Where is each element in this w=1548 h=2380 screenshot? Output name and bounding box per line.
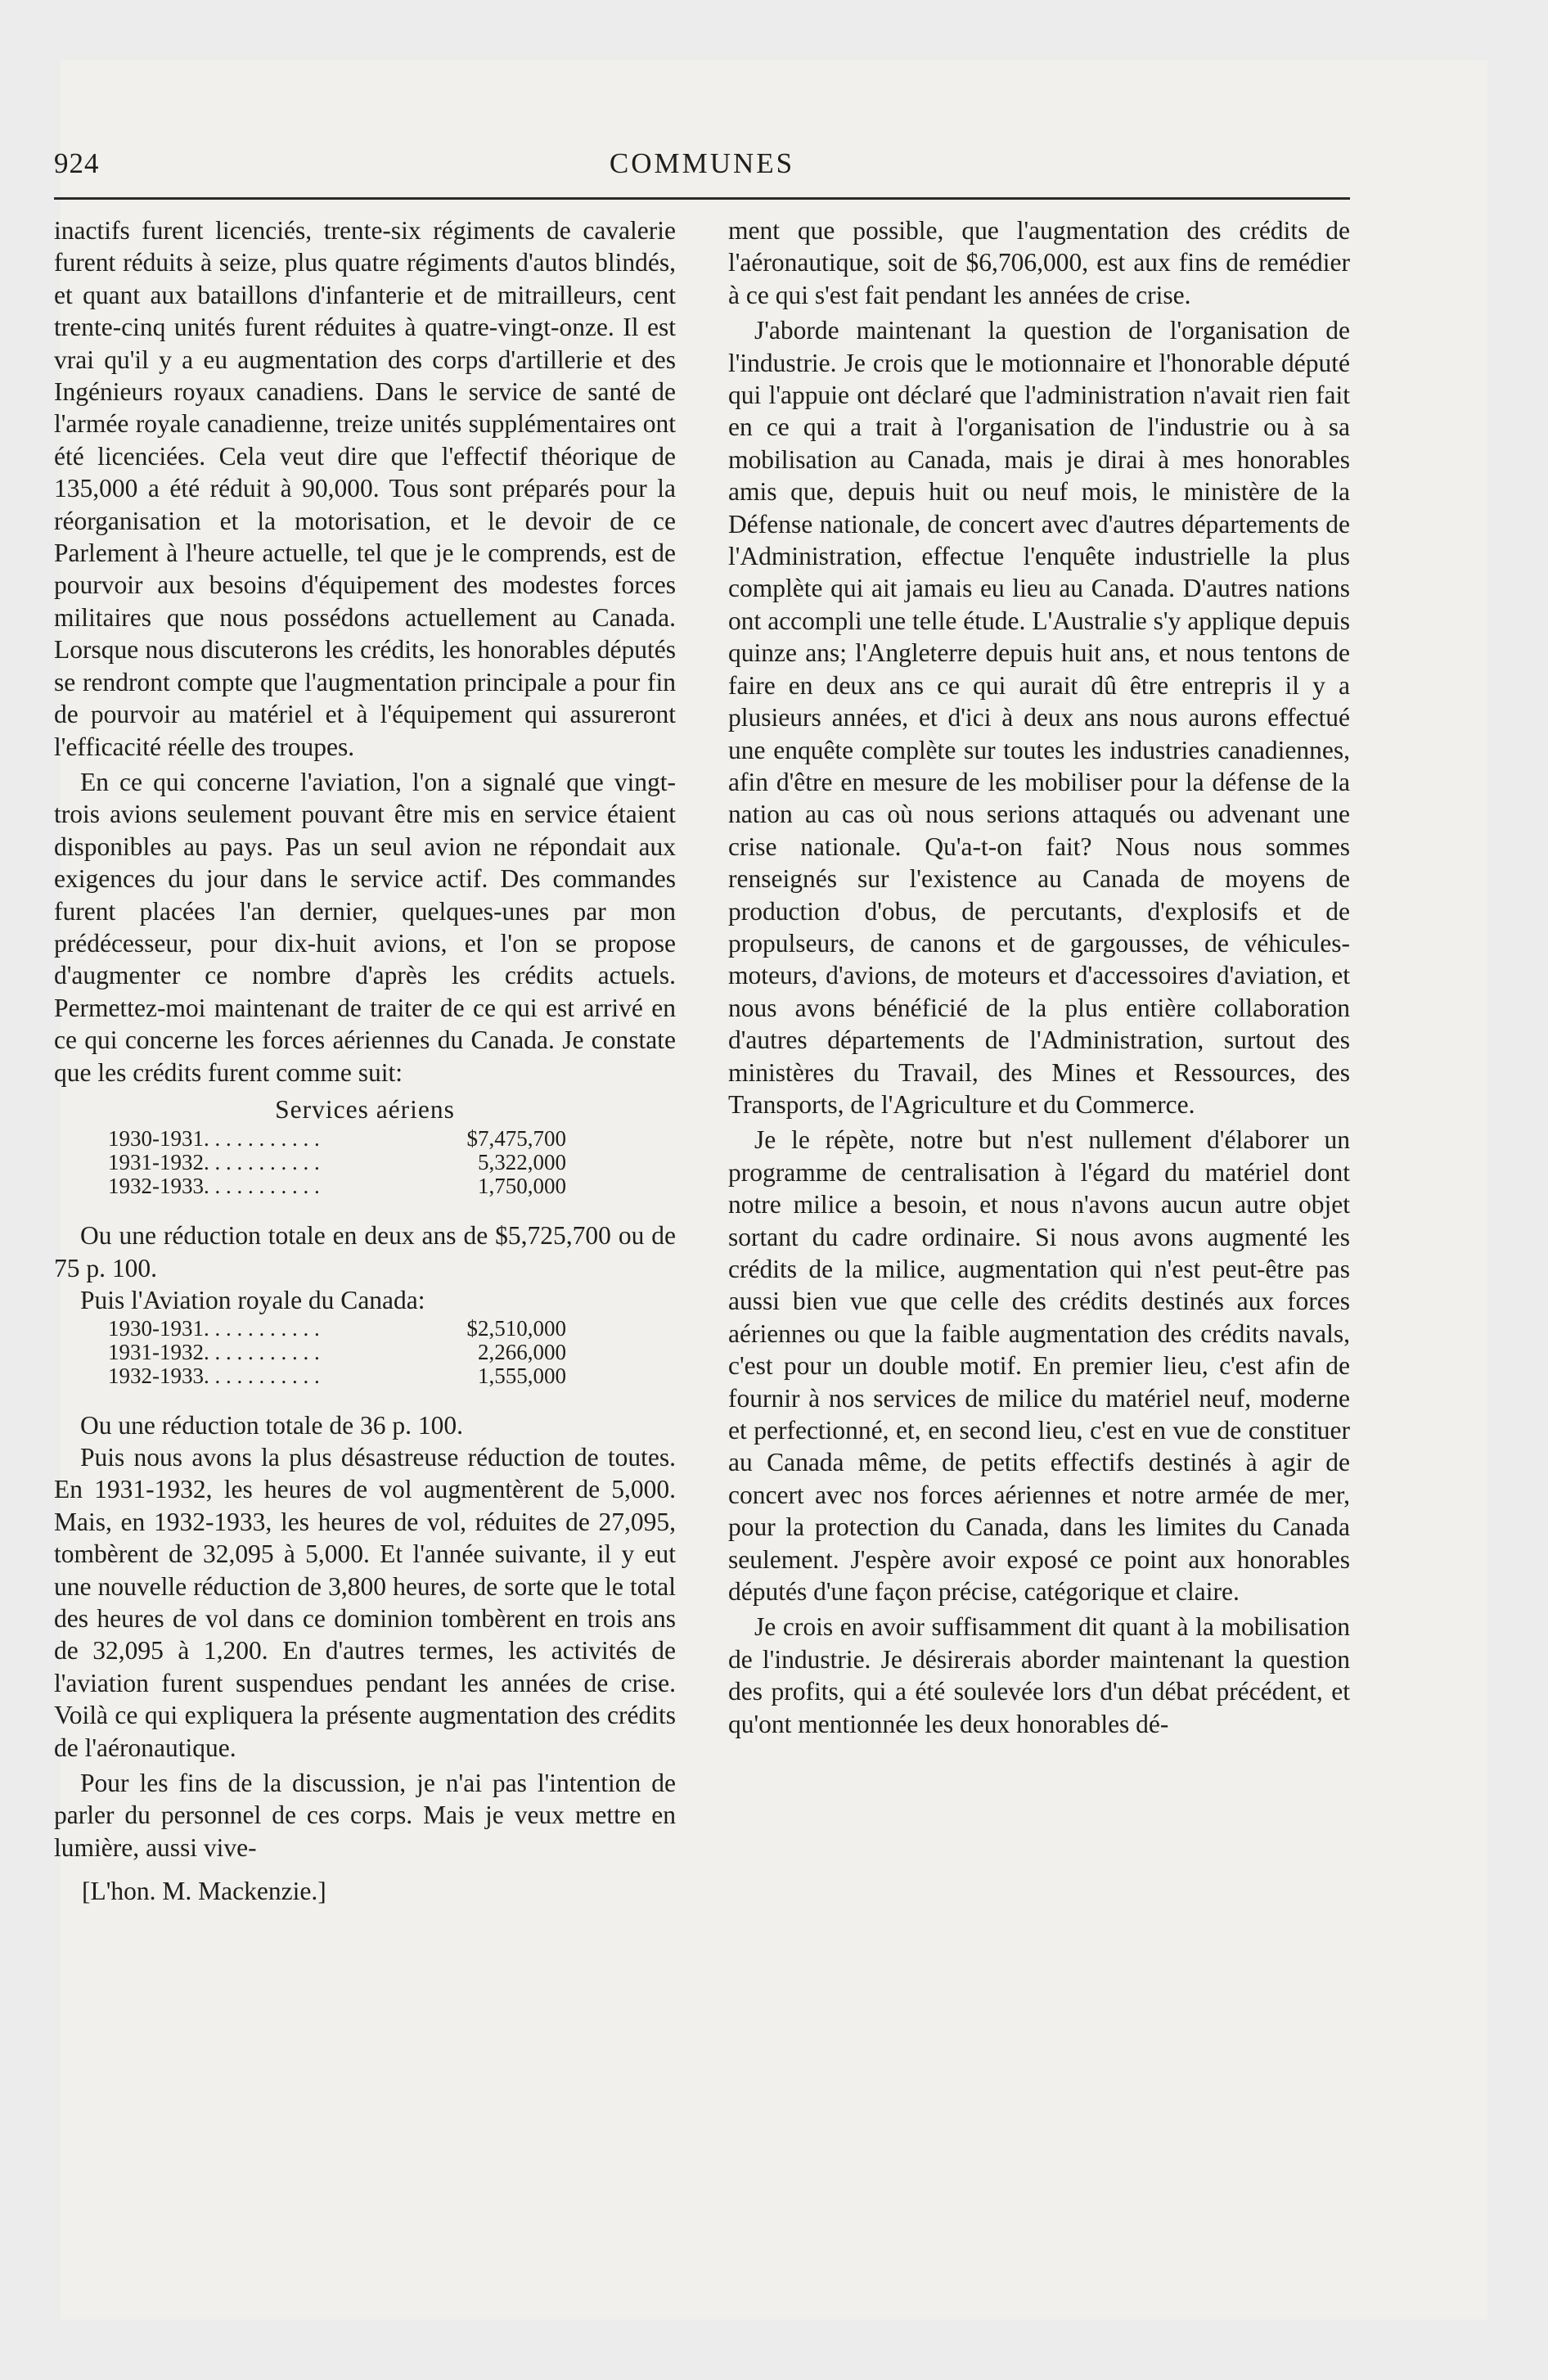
paragraph: J'aborde maintenant la question de l'organisation de l'industrie. Je crois que le motionnaire et l'honorable député qui l'appuie ont déclaré que l'administration n'avait rien fait en ce qui a trait à l'organisation de l'industrie ou à sa mobilisation au Canada, mais je dirai à mes honorables amis que, depuis huit ou neuf mois, le ministère de la Défense nationale, de concert avec d'autres départements de l'Administration, effectue l'enquête industrielle la plus complète qui ait jamais eu lieu au Canada. D'autres nations ont accompli une telle étude. L'Australie s'y applique depuis quinze ans; l'Angleterre depuis huit ans, et nous tentons de faire en deux ans ce qui aurait dû être entrepris il y a plusieurs années, et d'ici à deux ans nous aurons effectué une enquête complète sur toutes les industries canadiennes, afin d'être en mesure de les mobiliser pour la défense de la nation au cas où nous serions attaqués ou advenant une crise nationale. Qu'a-t-on fait? Nous nous sommes renseignés sur l'existence au Canada de moyens de production d'obus, de percutants, d'explosifs et de propulseurs, de canons et de gargousses, de véhicules-moteurs, d'avions, de moteurs et d'accessoires d'aviation, et nous avons bénéficié de la plus entière collaboration d'autres départements de l'Administration, surtout des ministères du Travail, des Mines et Ressources, des Transports, de l'Agriculture et du Commerce. — [728, 316, 1350, 1119]
table-caption: Services aériens — [275, 1094, 455, 1124]
paragraph: Je crois en avoir suffisamment dit quant à la mobilisation de l'industrie. Je désirerais aborder maintenant la question des profits, qui a été soulevée lors d'un débat précédent, et qu'ont mentionnée les deux honorables dé- — [728, 1612, 1350, 1738]
table-cell-year: 1932-1933. . . . . . . . . . . — [108, 1363, 320, 1388]
table-row — [108, 1364, 566, 1388]
table-row — [108, 1174, 566, 1198]
paragraph: En ce qui concerne l'aviation, l'on a signalé que vingt-trois avions seulement pouvant être mis en service étaient disponibles au pays. Pas un seul avion ne répondait aux exigences du jour dans le service actif. Des commandes furent placées l'an dernier, quelques-unes par mon prédécesseur, pour dix-huit avions, et l'on se propose d'augmenter ce nombre d'après les crédits actuels. Permettez-moi maintenant de traiter de ce qui est arrivé en ce qui concerne les forces aériennes du Canada. Je constate que les crédits furent comme suit: — [54, 767, 676, 1087]
table-cell-amount: 5,322,000 — [478, 1150, 566, 1175]
table-cell-amount: 1,750,000 — [478, 1174, 566, 1199]
paragraph: Pour les fins de la discussion, je n'ai pas l'intention de parler du personnel de ces corps. Mais je veux mettre en lumière, aussi vive- — [54, 1769, 676, 1862]
page-title: COMMUNES — [609, 147, 795, 179]
speaker-attribution: [L'hon. M. Mackenzie.] — [82, 1877, 326, 1906]
table-row — [108, 1341, 566, 1364]
table-cell-amount: 2,266,000 — [478, 1339, 566, 1364]
page-number: 924 — [54, 147, 100, 179]
table-cell-year: 1931-1932. . . . . . . . . . . — [108, 1339, 320, 1364]
table-cell-amount: $2,510,000 — [466, 1315, 566, 1341]
table-cell-amount: $7,475,700 — [466, 1126, 566, 1152]
table-cell-year: 1932-1933. . . . . . . . . . . — [108, 1174, 320, 1199]
left-column — [54, 214, 676, 1908]
paragraph: Puis nous avons la plus désastreuse réduction de toutes. En 1931-1932, les heures de vol augmentèrent de 5,000. Mais, en 1932-1933, les heures de vol, réduites de 27,095, tombèrent de 32,095 à 5,000. Et l'année suivante, il y eut une nouvelle réduction de 3,800 heures, de sorte que le total des heures de vol dans ce dominion tombèrent en trois ans de 32,095 à 1,200. En d'autres termes, les activités de l'aviation furent suspendues pendant les années de crise. Voilà ce qui expliquera la présente augmentation des crédits de l'aéronautique. — [54, 1443, 676, 1762]
table-row — [108, 1127, 566, 1151]
paragraph: Je le répète, notre but n'est nullement d'élaborer un programme de centralisation à l'égard du matériel dont notre milice a besoin, et nous n'avons aucun autre objet sortant du cadre ordinaire. Si nous avons augmenté les crédits de la milice, augmentation qui n'est peut-être pas aussi bien vue que celle des crédits destinés aux forces aériennes ou que la faible augmentation des crédits navals, c'est pour un double motif. En premier lieu, c'est afin de fournir à nos services de milice du matériel neuf, moderne et perfectionné, et, en second lieu, c'est en vue de constituer au Canada même, de petits effectifs destinés à agir de concert avec nos forces aériennes et notre armée de mer, pour la protection du Canada, dans les limites du Canada seulement. J'espère avoir exposé ce point aux honorables députés d'une façon précise, catégorique et claire. — [728, 1125, 1350, 1607]
paragraph: Ou une réduction totale en deux ans de $5,725,700 ou de 75 p. 100. — [54, 1221, 676, 1282]
right-column — [728, 214, 1350, 1740]
paragraph: Ou une réduction totale de 36 p. 100. — [80, 1410, 464, 1440]
paragraph: ment que possible, que l'augmentation des crédits de l'aéronautique, soit de $6,706,000, est aux fins de remédier à ce qui s'est fait pendant les années de crise. — [728, 216, 1350, 309]
paragraph: Puis l'Aviation royale du Canada: — [80, 1286, 425, 1315]
table-row — [108, 1317, 566, 1341]
paragraph: inactifs furent licenciés, trente-six régiments de cavalerie furent réduits à seize, plus quatre régiments d'autos blindés, et quant aux bataillons d'infanterie et de mitrailleurs, cent trente-cinq unités furent réduites à quatre-vingt-onze. Il est vrai qu'il y a eu augmentation des corps d'artillerie et des Ingénieurs royaux canadiens. Dans le service de santé de l'armée royale canadienne, treize unités supplémentaires ont été licenciées. Cela veut dire que l'effectif théorique de 135,000 a été réduit à 90,000. Tous sont préparés pour la réorganisation et la motorisation, et le devoir de ce Parlement à l'heure actuelle, tel que je le comprends, est de pourvoir aux besoins d'équipement des modestes forces militaires que nous possédons actuellement au Canada. Lorsque nous discuterons les crédits, les honorables députés se rendront compte que l'augmentation principale a pour fin de pourvoir au matériel et à l'équipement qui assureront l'efficacité réelle des troupes. — [54, 216, 676, 761]
running-head — [54, 147, 1350, 190]
credits-table-aviation-royale — [108, 1317, 566, 1388]
table-cell-year: 1930-1931. . . . . . . . . . . — [108, 1315, 320, 1341]
header-rule — [54, 197, 1350, 200]
credits-table-services-aeriens — [108, 1127, 566, 1198]
table-row — [108, 1151, 566, 1174]
table-cell-year: 1930-1931. . . . . . . . . . . — [108, 1126, 320, 1152]
table-cell-amount: 1,555,000 — [478, 1363, 566, 1388]
table-cell-year: 1931-1932. . . . . . . . . . . — [108, 1150, 320, 1175]
